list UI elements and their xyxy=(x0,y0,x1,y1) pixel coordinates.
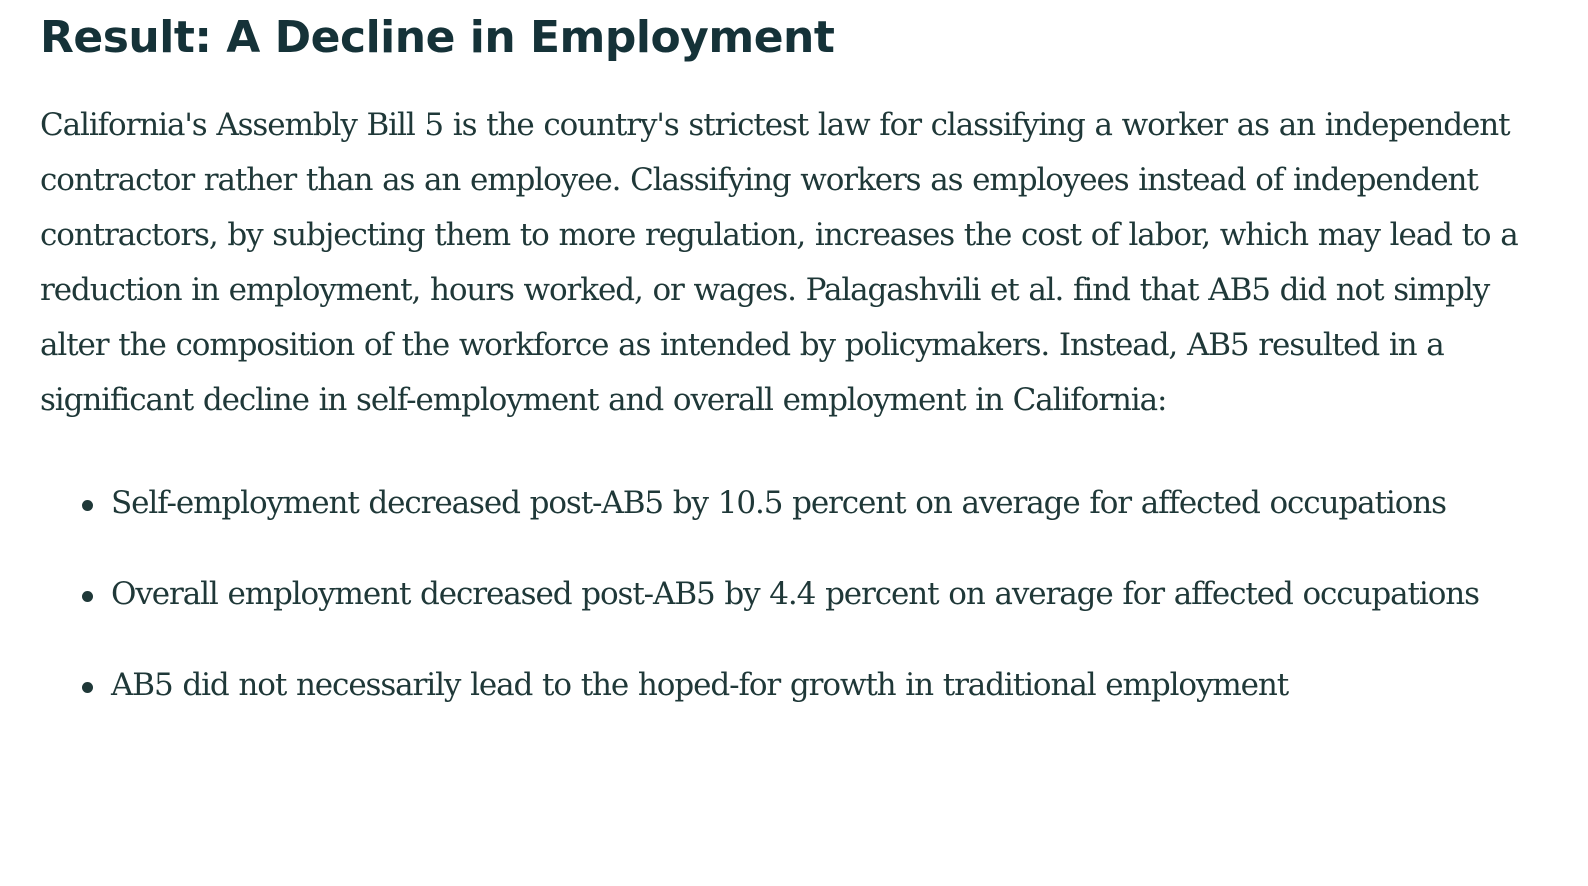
list-item xyxy=(40,658,1550,713)
bullet-icon xyxy=(82,591,93,602)
list-item xyxy=(40,567,1550,622)
intro-paragraph: California's Assembly Bill 5 is the country's strictest law for classifying a worker as an independent contractor rather than as an employee. Classifying workers as employees instead of independent contractors, by subjecting them to more regulation, increases the cost of labor, which may lead to a reduction in employment, hours worked, or wages. Palagashvili et al. find that AB5 did not simply alter the composition of the workforce as intended by policymakers. Instead, AB5 resulted in a significant decline in self-employment and overall employment in California: xyxy=(40,107,1518,418)
bullet-icon xyxy=(82,682,93,693)
bullet-icon xyxy=(82,500,93,511)
list-item-text: AB5 did not necessarily lead to the hoped-for growth in traditional employment xyxy=(111,667,1289,703)
list-item-text: Overall employment decreased post-AB5 by 4.4 percent on average for affected occupations xyxy=(111,576,1479,612)
article-section xyxy=(40,0,1550,749)
section-heading: Result: A Decline in Employment xyxy=(40,12,835,63)
list-item xyxy=(40,476,1550,531)
list-item-text: Self-employment decreased post-AB5 by 10.5 percent on average for affected occupations xyxy=(111,485,1446,521)
findings-list xyxy=(40,476,1550,713)
